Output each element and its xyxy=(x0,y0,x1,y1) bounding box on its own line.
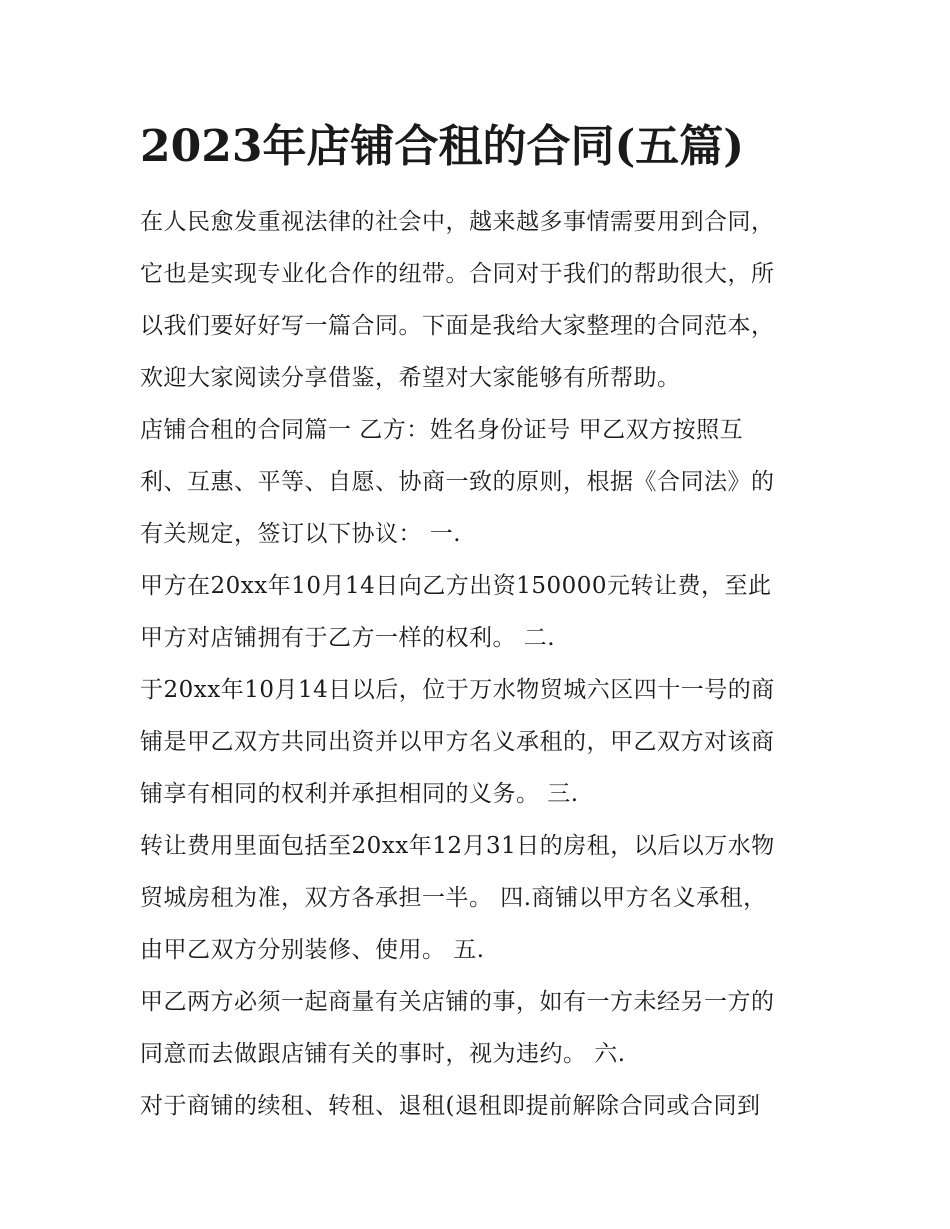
body-line: 甲方对店铺拥有于乙方一样的权利。 二. xyxy=(140,625,556,651)
body-line: 甲乙两方必须一起商量有关店铺的事，如有一方未经另一方的 xyxy=(140,989,775,1015)
body-line: 转让费用里面包括至20xx年12月31日的房租，以后以万水物 xyxy=(140,833,775,859)
document-body xyxy=(140,200,830,1136)
body-line: 利、互惠、平等、自愿、协商一致的原则，根据《合同法》的 xyxy=(140,469,775,495)
body-line: 铺是甲乙双方共同出资并以甲方名义承租的，甲乙双方对该商 xyxy=(140,729,775,755)
body-line: 甲方在20xx年10月14日向乙方出资150000元转让费，至此 xyxy=(140,573,772,599)
body-line: 店铺合租的合同篇一 乙方：姓名身份证号 甲乙双方按照互 xyxy=(140,417,744,443)
document-title: 2023年店铺合租的合同(五篇) xyxy=(140,121,745,172)
body-line: 由甲乙双方分别装修、使用。 五. xyxy=(140,937,485,963)
body-line: 以我们要好好写一篇合同。下面是我给大家整理的合同范本， xyxy=(140,313,775,339)
body-line: 欢迎大家阅读分享借鉴，希望对大家能够有所帮助。 xyxy=(140,365,681,391)
body-line: 对于商铺的续租、转租、退租(退租即提前解除合同或合同到 xyxy=(140,1093,761,1119)
body-line: 它也是实现专业化合作的纽带。合同对于我们的帮助很大，所 xyxy=(140,261,775,287)
body-line: 于20xx年10月14日以后，位于万水物贸城六区四十一号的商 xyxy=(140,677,775,703)
body-line: 铺享有相同的权利并承担相同的义务。 三. xyxy=(140,781,579,807)
body-line: 贸城房租为准，双方各承担一半。 四.商铺以甲方名义承租， xyxy=(140,885,767,911)
body-line: 在人民愈发重视法律的社会中，越来越多事情需要用到合同， xyxy=(140,209,775,235)
body-line: 有关规定，签订以下协议： 一. xyxy=(140,521,462,547)
body-line: 同意而去做跟店铺有关的事时，视为违约。 六. xyxy=(140,1041,626,1067)
